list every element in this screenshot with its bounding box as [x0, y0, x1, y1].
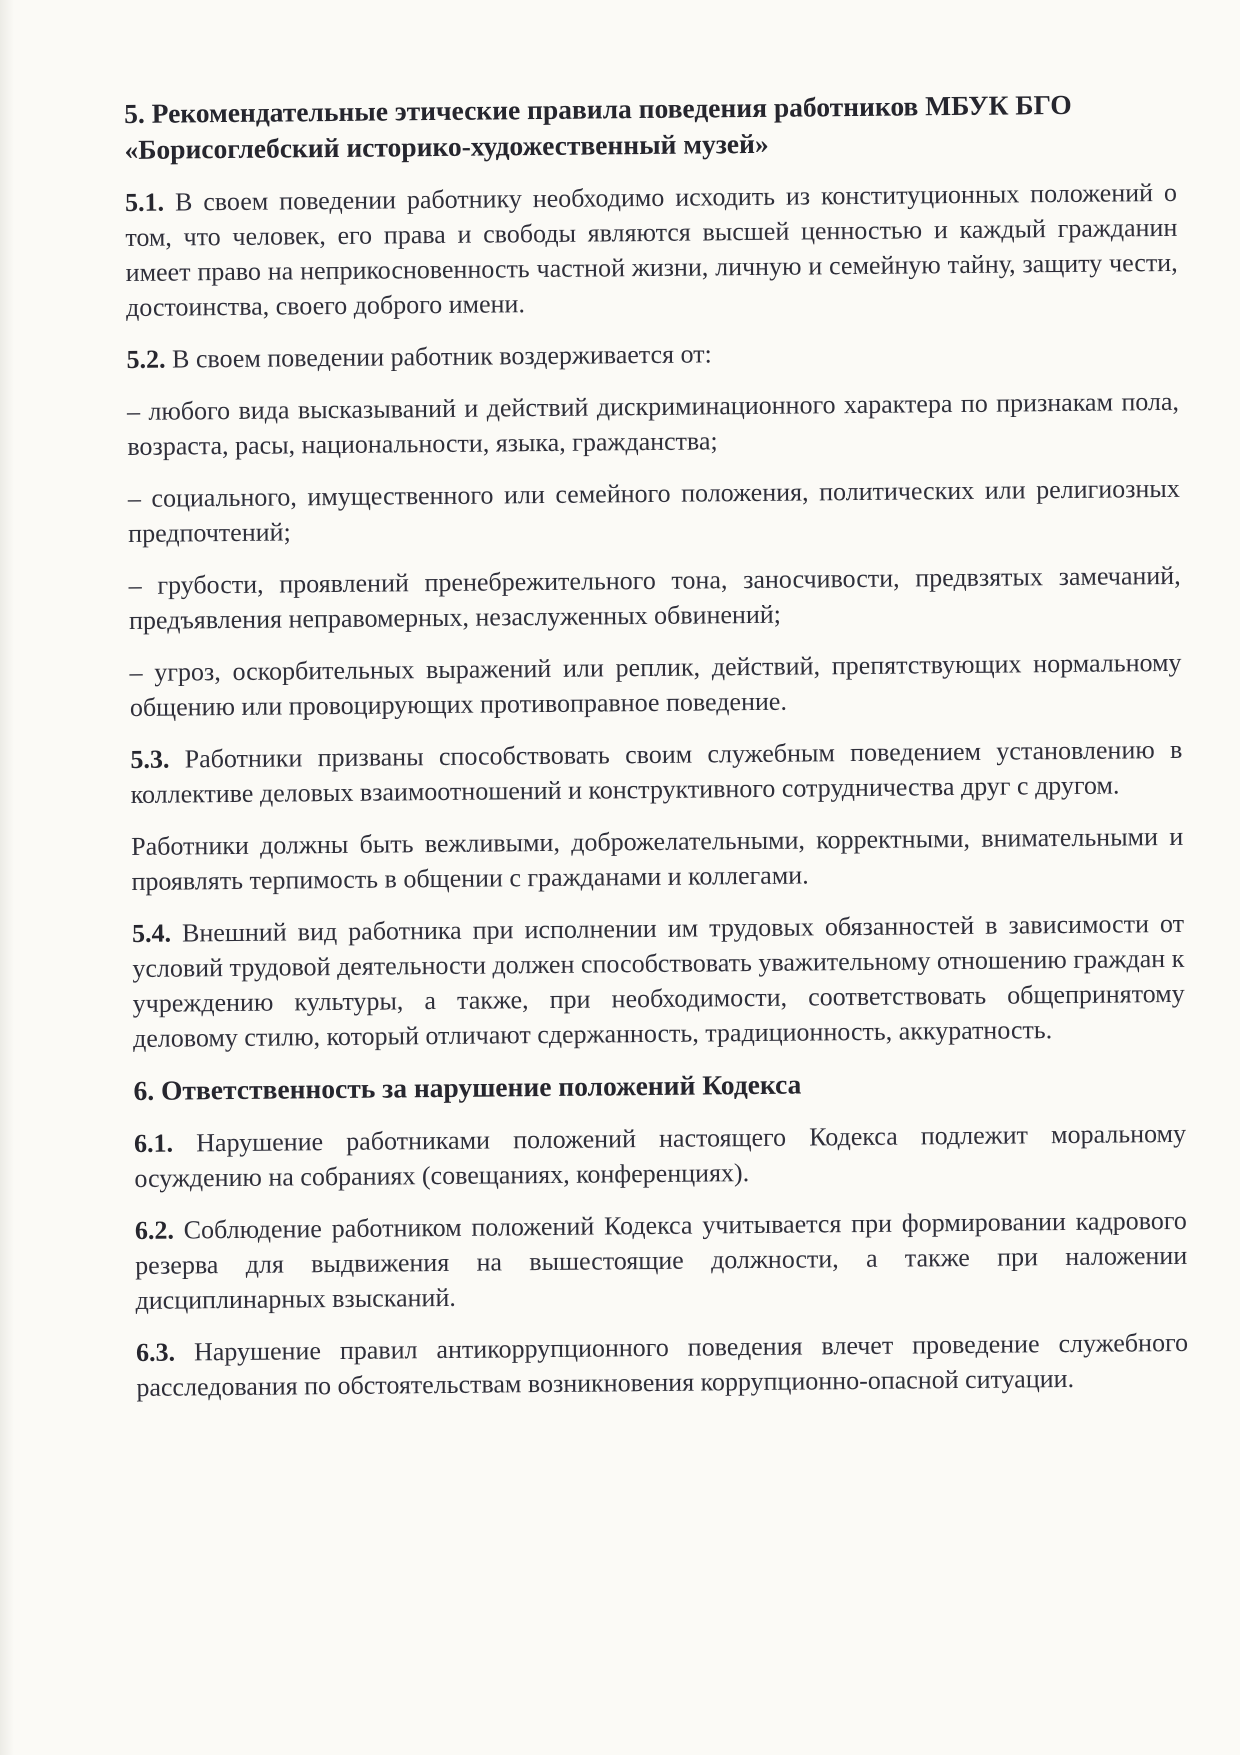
- paragraph-text: Нарушение работниками положений настоящего Кодекса подлежит моральному осуждению на собраниях (совещаниях, конференциях).: [134, 1118, 1187, 1193]
- paragraph-text: – угроз, оскорбительных выражений или реплик, действий, препятствующих нормальному общению или провоцирующих противоправное поведение.: [129, 647, 1182, 722]
- document-content: [124, 86, 1189, 1422]
- paragraph-text: Нарушение правил антикоррупционного поведения влечет проведение служебного расследования по обстоятельствам возникновения коррупционно-опасной ситуации.: [136, 1327, 1189, 1402]
- paragraph-text: – любого вида высказываний и действий дискриминационного характера по признакам пола, возраста, расы, национальности, языка, гражданства;: [126, 386, 1180, 461]
- list-item-social-status: [128, 471, 1181, 551]
- paragraph-5-3: [130, 732, 1183, 812]
- paragraph-text: В своем поведении работнику необходимо исходить из конституционных положений о том, что человек, его права и свободы являются высшей ценностью и каждый гражданин имеет право на неприкосновенность частной жизни, личную и семейную тайну, защиту чести, достоинства, своего доброго имени.: [125, 177, 1178, 322]
- paragraph-text: – грубости, проявлений пренебрежительного тона, заносчивости, предвзятых замечаний, предъявления неправомерных, незаслуженных обвинений;: [128, 560, 1181, 635]
- paragraph-number: 6.1.: [133, 1128, 174, 1158]
- section-5-heading: 5. Рекомендательные этические правила поведения работников МБУК БГО «Борисоглебский историко-художественный музей»: [124, 88, 1072, 165]
- paragraph-5-3-continued: [131, 819, 1184, 899]
- paragraph-number: 5.3.: [130, 744, 170, 774]
- scan-edge-shadow: [0, 0, 14, 1755]
- paragraph-text: – социального, имущественного или семейного положения, политических или религиозных предпочтений;: [127, 473, 1180, 548]
- list-item-threats: [129, 645, 1182, 725]
- paragraph-text: Работники призваны способствовать своим служебным поведением установлению в коллективе деловых взаимоотношений и конструктивного сотрудничества друг с другом.: [130, 734, 1183, 809]
- paragraph-number: 5.4.: [131, 918, 172, 948]
- paragraph-text: Внешний вид работника при исполнении им трудовых обязанностей в зависимости от условий трудовой деятельности должен способствовать уважительному отношению граждан к учреждению культуры, а также, при необходимости, соответствовать общепринятому деловому стилю, который отличают сдержанность, традиционность, аккуратность.: [132, 908, 1185, 1053]
- paragraph-number: 5.1.: [124, 187, 165, 217]
- paragraph-6-1: [134, 1116, 1187, 1196]
- list-item-rudeness: [129, 558, 1182, 638]
- paragraph-text: Работники должны быть вежливыми, доброжелательными, корректными, внимательными и проявлять терпимость в общении с гражданами и коллегами.: [131, 821, 1184, 896]
- paragraph-6-2: [135, 1203, 1188, 1318]
- paragraph-number: 6.2.: [134, 1215, 175, 1245]
- paragraph-6-3: [136, 1325, 1189, 1405]
- section-6-heading: 6. Ответственность за нарушение положений Кодекса: [133, 1068, 802, 1106]
- paragraph-number: 6.3.: [135, 1337, 176, 1367]
- paragraph-text: Соблюдение работником положений Кодекса учитывается при формировании кадрового резерва для выдвижения на вышестоящие должности, а также при наложении дисциплинарных взысканий.: [135, 1205, 1188, 1315]
- list-item-discrimination: [127, 384, 1180, 464]
- paragraph-text: В своем поведении работник воздерживается от:: [165, 339, 712, 374]
- paragraph-5-1: [125, 175, 1178, 325]
- paragraph-5-4: [132, 906, 1185, 1056]
- paragraph-number: 5.2.: [126, 344, 166, 374]
- paragraph-5-2: [126, 332, 1178, 377]
